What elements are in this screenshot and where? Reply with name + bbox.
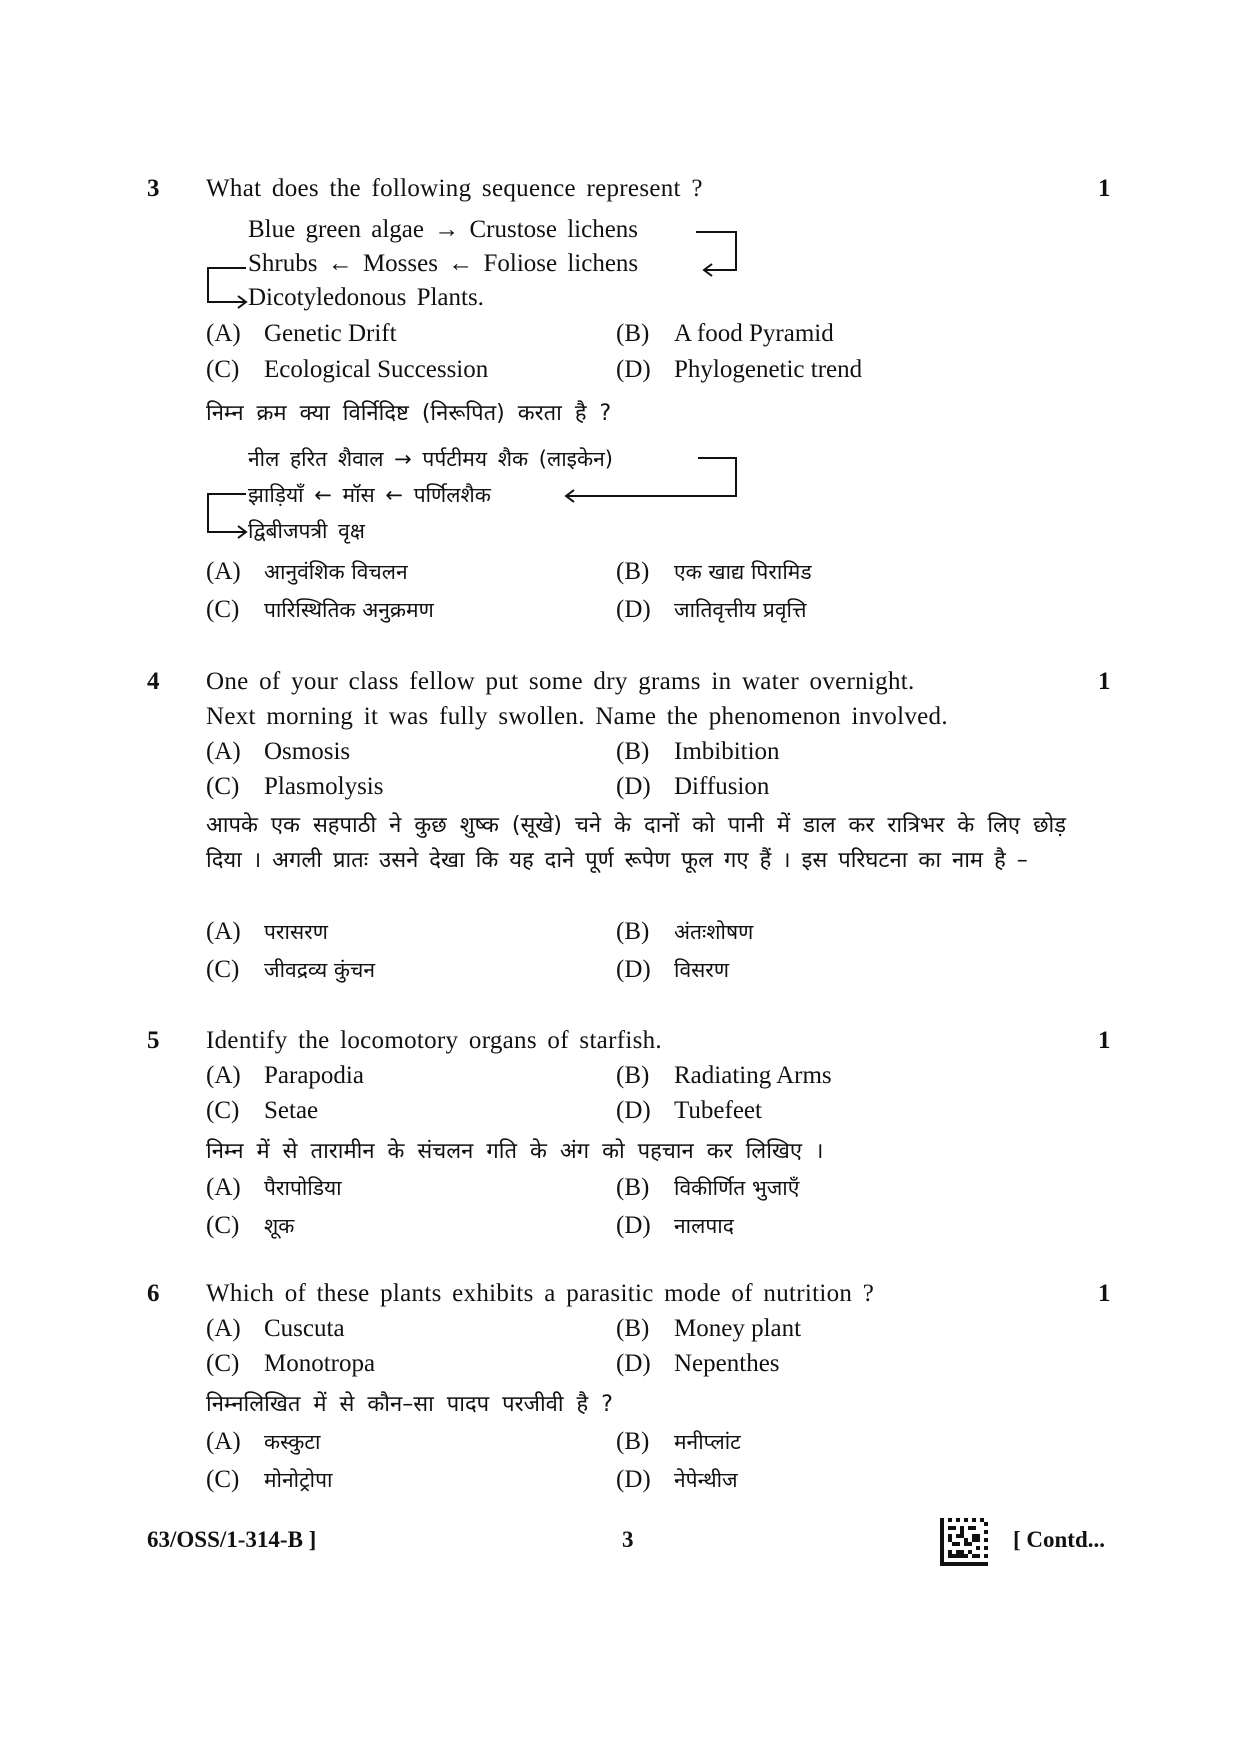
option-b-english: (B) Radiating Arms	[616, 1062, 832, 1089]
option-a-hindi: (A) कस्कुटा	[206, 1428, 321, 1455]
option-d-english: (D) Phylogenetic trend	[616, 356, 863, 383]
option-d-english: (D) Diffusion	[616, 773, 770, 800]
option-a-english: (A) Parapodia	[206, 1062, 364, 1089]
option-b-english: (B) A food Pyramid	[616, 320, 834, 347]
option-d-hindi: (D) जातिवृत्तीय प्रवृत्ति	[616, 596, 807, 623]
option-c-hindi: (C) मोनोट्रोपा	[206, 1466, 333, 1493]
sequence-line-3: Dicotyledonous Plants.	[248, 284, 484, 311]
option-a-english: (A) Genetic Drift	[206, 320, 397, 347]
question-text-hindi: आपके एक सहपाठी ने कुछ शुष्क (सूखे) चने के दानों को पानी में डाल कर रात्रिभर के लिए छोड़ दिया । अगली प्रातः उसने देखा कि यह दाने पूर्ण रूपेण फूल गए हैं । इस परिघटना का नाम है –	[206, 813, 1066, 873]
question-number: 4	[147, 668, 160, 695]
question-marks: 1	[1098, 175, 1111, 202]
option-b-hindi: (B) विकीर्णित भुजाएँ	[616, 1174, 800, 1201]
option-d-hindi: (D) नालपाद	[616, 1212, 734, 1239]
option-c-english: (C) Monotropa	[206, 1350, 376, 1377]
option-c-english: (C) Plasmolysis	[206, 773, 384, 800]
question-number: 6	[147, 1280, 160, 1307]
option-a-hindi: (A) पैरापोडिया	[206, 1174, 342, 1201]
option-c-hindi: (C) जीवद्रव्य कुंचन	[206, 956, 376, 983]
paper-code: 63/OSS/1-314-B ]	[147, 1527, 317, 1552]
option-c-english: (C) Setae	[206, 1097, 319, 1124]
question-text-english: Which of these plants exhibits a parasitic mode of nutrition ?	[206, 1280, 875, 1307]
sequence-line-1: Blue green algae → Crustose lichens	[248, 216, 639, 243]
option-d-english: (D) Nepenthes	[616, 1350, 780, 1377]
question-text-hindi: निम्न क्रम क्या विर्निदिष्ट (निरूपित) करता है ?	[206, 401, 612, 426]
option-b-english: (B) Money plant	[616, 1315, 802, 1342]
question-text-english: What does the following sequence represent ?	[206, 175, 703, 202]
question-text-english: Identify the locomotory organs of starfish.	[206, 1027, 662, 1054]
option-b-hindi: (B) मनीप्लांट	[616, 1428, 741, 1455]
question-number: 3	[147, 175, 160, 202]
option-d-english: (D) Tubefeet	[616, 1097, 762, 1124]
option-b-hindi: (B) एक खाद्य पिरामिड	[616, 558, 812, 585]
option-a-hindi: (A) परासरण	[206, 918, 328, 945]
option-b-hindi: (B) अंतःशोषण	[616, 918, 754, 945]
option-b-english: (B) Imbibition	[616, 738, 780, 765]
option-a-english: (A) Cuscuta	[206, 1315, 345, 1342]
question-marks: 1	[1098, 668, 1111, 695]
sequence-line-2: Shrubs ← Mosses ← Foliose lichens	[248, 250, 639, 277]
option-c-hindi: (C) पारिस्थितिक अनुक्रमण	[206, 596, 434, 623]
option-c-english: (C) Ecological Succession	[206, 356, 489, 383]
option-d-hindi: (D) नेपेन्थीज	[616, 1466, 738, 1493]
question-text-hindi: निम्न में से तारामीन के संचलन गति के अंग को पहचान कर लिखिए ।	[206, 1139, 824, 1164]
sequence-line-1-hindi: नील हरित शैवाल → पर्पटीमय शैक (लाइकेन)	[248, 447, 613, 471]
continued-label: [ Contd...	[1013, 1527, 1106, 1552]
sequence-arrows-hindi	[200, 452, 750, 544]
question-number: 5	[147, 1027, 160, 1054]
question-marks: 1	[1098, 1280, 1111, 1307]
question-marks: 1	[1098, 1027, 1111, 1054]
option-c-hindi: (C) शूक	[206, 1212, 295, 1239]
option-a-hindi: (A) आनुवंशिक विचलन	[206, 558, 408, 585]
option-a-english: (A) Osmosis	[206, 738, 351, 765]
sequence-line-3-hindi: द्विबीजपत्री वृक्ष	[248, 519, 365, 543]
question-text-hindi: निम्नलिखित में से कौन–सा पादप परजीवी है ?	[206, 1392, 613, 1417]
sequence-line-2-hindi: झाड़ियाँ ← मॉस ← पर्णिलशैक	[248, 483, 491, 507]
qr-code-icon	[940, 1518, 988, 1566]
sequence-arrows	[200, 224, 750, 314]
page-number: 3	[622, 1527, 634, 1552]
option-d-hindi: (D) विसरण	[616, 956, 730, 983]
question-text-english-line-1: One of your class fellow put some dry grams in water overnight.	[206, 668, 915, 695]
question-text-english-line-2: Next morning it was fully swollen. Name the phenomenon involved.	[206, 703, 948, 730]
